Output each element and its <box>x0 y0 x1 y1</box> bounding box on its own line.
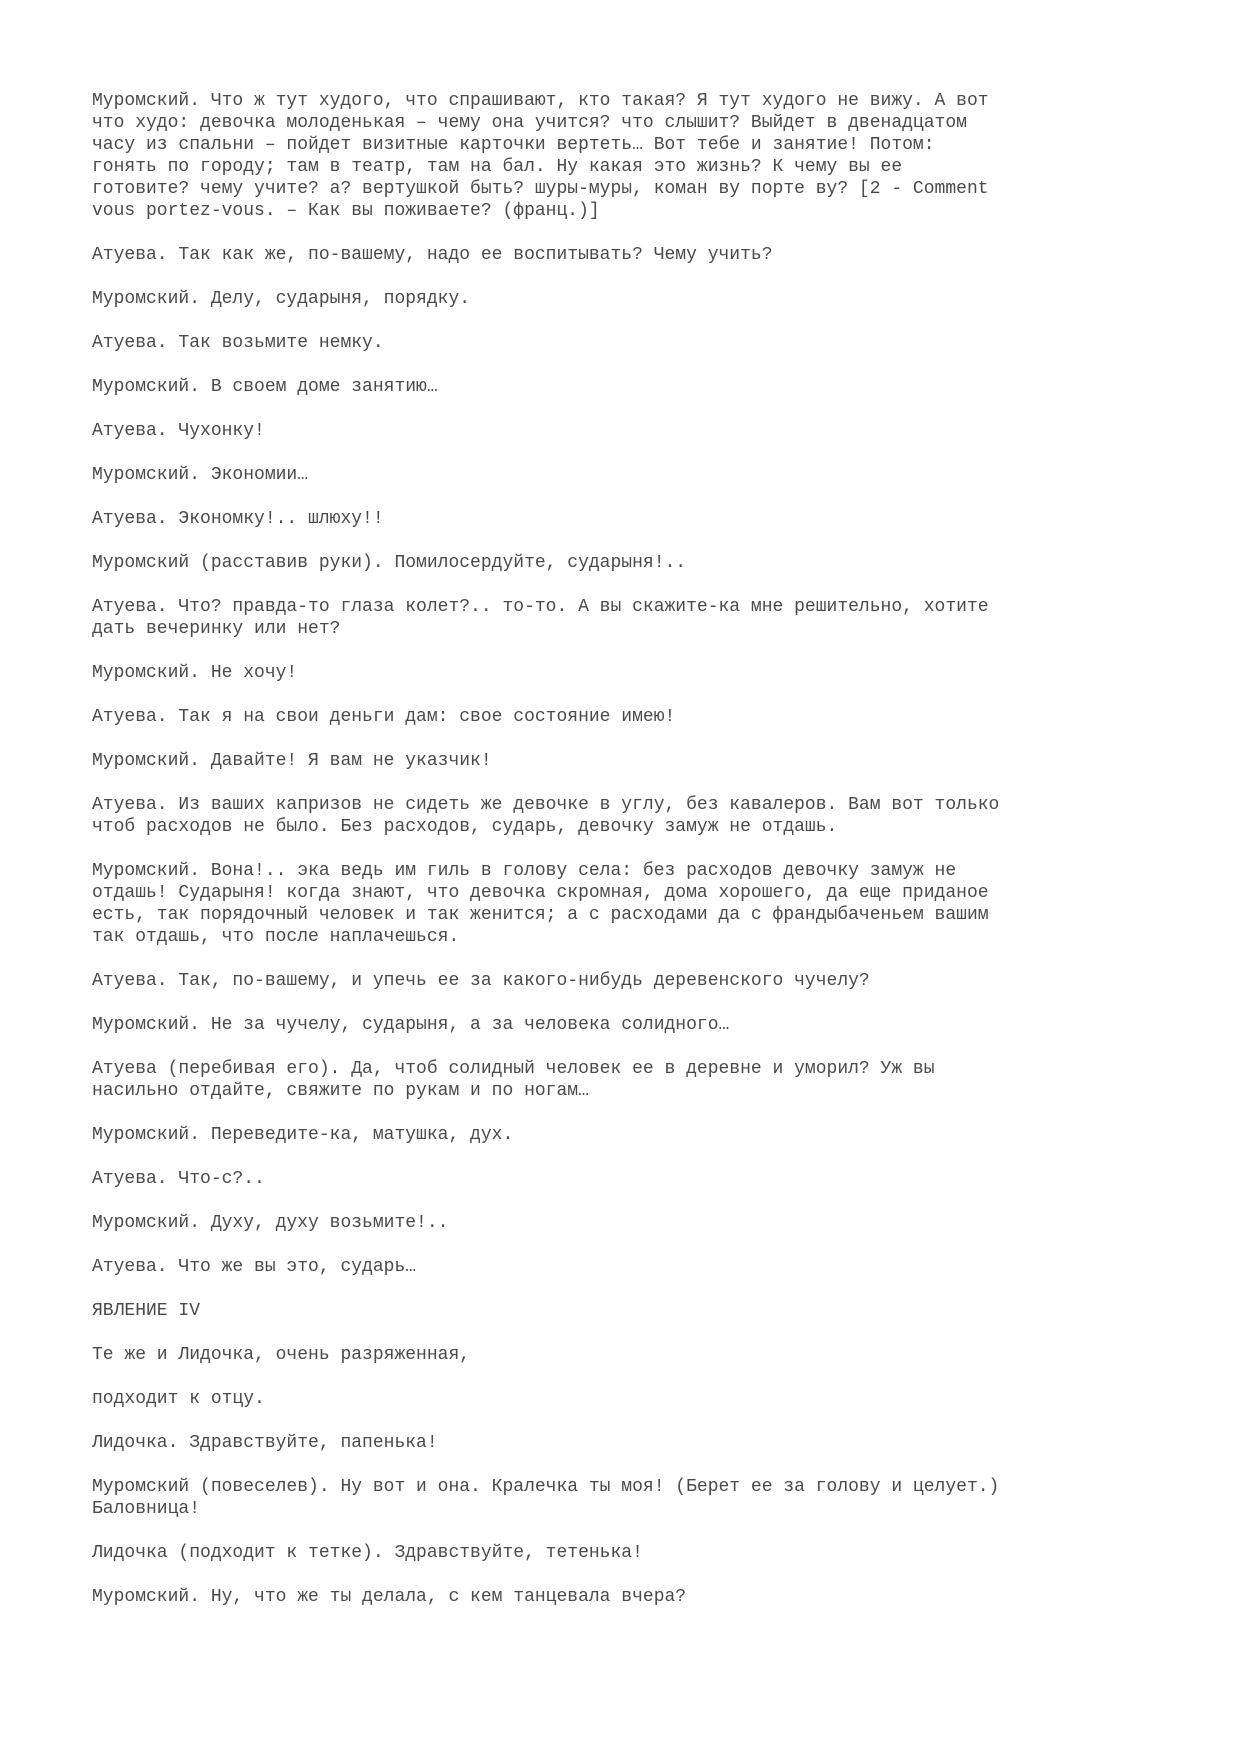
paragraph: Муромский. Не хочу! <box>92 663 298 683</box>
paragraph: Муромский. Вона!.. эка ведь им гиль в голову села: без расходов девочку замуж не отдашь! Сударыня! когда знают, что девочка скромная, дома хорошего, да еще приданое есть, так порядочный человек и так женится; а с расходами да с франдыбаченьем вашим так отдашь, что после наплачешься. <box>92 861 989 947</box>
paragraph: Лидочка (подходит к тетке). Здравствуйте, тетенька! <box>92 1543 643 1563</box>
document-text <box>92 90 1162 1630</box>
paragraph: Муромский. Переведите-ка, матушка, дух. <box>92 1125 514 1145</box>
paragraph: Атуева. Экономку!.. шлюху!! <box>92 509 384 529</box>
paragraph: Атуева. Что-с?.. <box>92 1169 265 1189</box>
paragraph: Муромский. В своем доме занятию… <box>92 377 438 397</box>
paragraph: Атуева. Так я на свои деньги дам: свое состояние имею! <box>92 707 676 727</box>
paragraph: Муромский. Что ж тут худого, что спрашивают, кто такая? Я тут худого не вижу. А вот что худо: девочка молоденькая – чему она учится? что слышит? Выйдет в двенадцатом часу из спальни – пойдет визитные карточки вертеть… Вот тебе и занятие! Потом: гонять по городу; там в театр, там на бал. Ну какая это жизнь? К чему вы ее готовите? чему учите? а? вертушкой быть? шуры-муры, коман ву порте ву? [2 - Comment vous portez-vous. – Как вы поживаете? (франц.)] <box>92 91 989 221</box>
paragraph: Муромский. Давайте! Я вам не указчик! <box>92 751 492 771</box>
paragraph: Муромский. Не за чучелу, сударыня, а за человека солидного… <box>92 1015 730 1035</box>
paragraph: Атуева (перебивая его). Да, чтоб солидный человек ее в деревне и уморил? Уж вы насильно отдайте, свяжите по рукам и по ногам… <box>92 1059 935 1101</box>
paragraph: Муромский. Духу, духу возьмите!.. <box>92 1213 449 1233</box>
paragraph: Лидочка. Здравствуйте, папенька! <box>92 1433 438 1453</box>
paragraph: Атуева. Что? правда-то глаза колет?.. то-то. А вы скажите-ка мне решительно, хотите дать вечеринку или нет? <box>92 597 989 639</box>
paragraph: Муромский. Делу, сударыня, порядку. <box>92 289 471 309</box>
paragraph: Муромский (повеселев). Ну вот и она. Кралечка ты моя! (Берет ее за голову и целует.) Баловница! <box>92 1477 1000 1519</box>
paragraph: Атуева. Так как же, по-вашему, надо ее воспитывать? Чему учить? <box>92 245 773 265</box>
paragraph: Атуева. Так возьмите немку. <box>92 333 384 353</box>
scene-heading: ЯВЛЕНИЕ IV <box>92 1301 201 1321</box>
paragraph: Атуева. Из ваших капризов не сидеть же девочке в углу, без кавалеров. Вам вот только чтоб расходов не было. Без расходов, сударь, девочку замуж не отдашь. <box>92 795 1000 837</box>
paragraph: Муромский. Ну, что же ты делала, с кем танцевала вчера? <box>92 1587 687 1607</box>
paragraph: Атуева. Что же вы это, сударь… <box>92 1257 417 1277</box>
paragraph: Атуева. Чухонку! <box>92 421 265 441</box>
stage-direction: подходит к отцу. <box>92 1389 265 1409</box>
paragraph: Атуева. Так, по-вашему, и упечь ее за какого-нибудь деревенского чучелу? <box>92 971 870 991</box>
paragraph: Муромский (расставив руки). Помилосердуйте, сударыня!.. <box>92 553 687 573</box>
stage-direction: Те же и Лидочка, очень разряженная, <box>92 1345 471 1365</box>
paragraph: Муромский. Экономии… <box>92 465 309 485</box>
